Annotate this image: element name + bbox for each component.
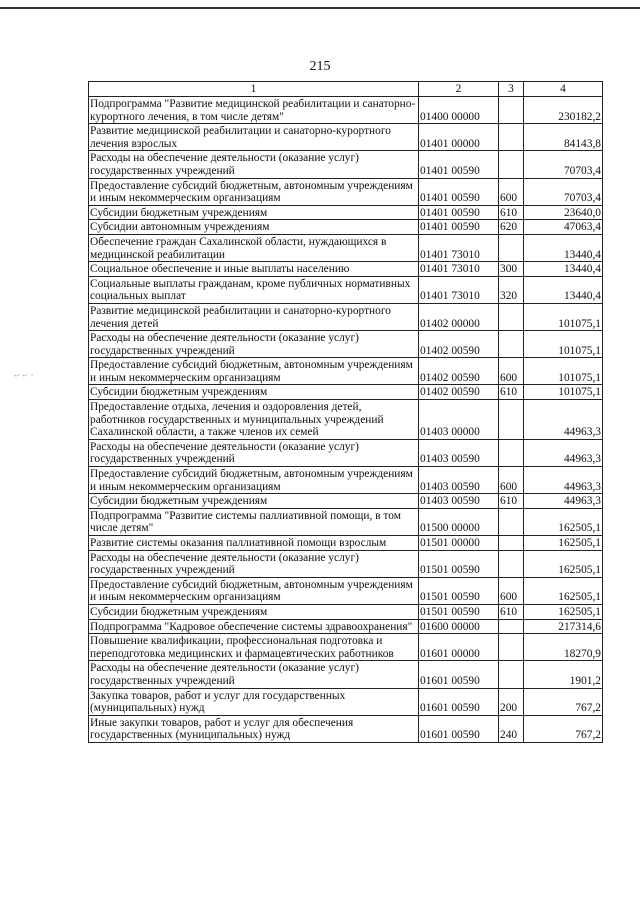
row-amount: 84143,8 bbox=[524, 124, 603, 151]
row-name: Подпрограмма "Развитие системы паллиативной помощи, в том числе детям" bbox=[89, 508, 419, 535]
row-name: Развитие медицинской реабилитации и санаторно-курортного лечения детей bbox=[89, 303, 419, 330]
table-row bbox=[89, 97, 603, 124]
row-amount: 47063,4 bbox=[524, 220, 603, 235]
row-amount: 217314,6 bbox=[524, 619, 603, 634]
row-name: Расходы на обеспечение деятельности (оказание услуг) государственных учреждений bbox=[89, 151, 419, 178]
row-code: 01401 73010 bbox=[419, 276, 499, 303]
row-amount: 13440,4 bbox=[524, 262, 603, 277]
table-row bbox=[89, 385, 603, 400]
row-expense-type bbox=[499, 508, 524, 535]
table-row bbox=[89, 688, 603, 715]
row-expense-type bbox=[499, 619, 524, 634]
row-amount: 18270,9 bbox=[524, 634, 603, 661]
row-code: 01501 00590 bbox=[419, 577, 499, 604]
table-row bbox=[89, 619, 603, 634]
row-name: Повышение квалификации, профессиональная подготовка и переподготовка медицинских и фармацевтических работников bbox=[89, 634, 419, 661]
row-name: Предоставление субсидий бюджетным, автономным учреждениям и иным некоммерческим организациям bbox=[89, 178, 419, 205]
row-name: Закупка товаров, работ и услуг для государственных (муниципальных) нужд bbox=[89, 688, 419, 715]
table-row bbox=[89, 604, 603, 619]
row-code: 01403 00590 bbox=[419, 439, 499, 466]
table-row bbox=[89, 536, 603, 551]
row-name: Предоставление отдыха, лечения и оздоровления детей, работников государственных и муниципальных учреждений Сахалинской области, а также членов их семей bbox=[89, 400, 419, 440]
table-row bbox=[89, 577, 603, 604]
row-amount: 44963,3 bbox=[524, 467, 603, 494]
table-row bbox=[89, 494, 603, 509]
row-name: Предоставление субсидий бюджетным, автономным учреждениям и иным некоммерческим организациям bbox=[89, 577, 419, 604]
row-amount: 13440,4 bbox=[524, 234, 603, 261]
row-name: Расходы на обеспечение деятельности (оказание услуг) государственных учреждений bbox=[89, 550, 419, 577]
row-name: Иные закупки товаров, работ и услуг для обеспечения государственных (муниципальных) нужд bbox=[89, 715, 419, 742]
row-expense-type bbox=[499, 400, 524, 440]
row-expense-type: 320 bbox=[499, 276, 524, 303]
row-name: Развитие системы оказания паллиативной помощи взрослым bbox=[89, 536, 419, 551]
row-code: 01601 00000 bbox=[419, 634, 499, 661]
table-row bbox=[89, 661, 603, 688]
row-expense-type: 600 bbox=[499, 467, 524, 494]
row-amount: 767,2 bbox=[524, 688, 603, 715]
row-expense-type bbox=[499, 151, 524, 178]
row-name: Субсидии бюджетным учреждениям bbox=[89, 604, 419, 619]
row-amount: 1901,2 bbox=[524, 661, 603, 688]
row-expense-type bbox=[499, 234, 524, 261]
row-amount: 101075,1 bbox=[524, 303, 603, 330]
row-name: Расходы на обеспечение деятельности (оказание услуг) государственных учреждений bbox=[89, 331, 419, 358]
table-row bbox=[89, 358, 603, 385]
row-code: 01401 73010 bbox=[419, 262, 499, 277]
row-amount: 13440,4 bbox=[524, 276, 603, 303]
row-amount: 101075,1 bbox=[524, 358, 603, 385]
row-expense-type: 610 bbox=[499, 494, 524, 509]
row-code: 01401 00590 bbox=[419, 151, 499, 178]
row-expense-type: 610 bbox=[499, 205, 524, 220]
row-expense-type bbox=[499, 550, 524, 577]
row-amount: 70703,4 bbox=[524, 151, 603, 178]
row-code: 01401 00590 bbox=[419, 178, 499, 205]
row-code: 01403 00590 bbox=[419, 494, 499, 509]
row-code: 01403 00590 bbox=[419, 467, 499, 494]
budget-table bbox=[88, 81, 603, 743]
row-name: Обеспечение граждан Сахалинской области, нуждающихся в медицинской реабилитации bbox=[89, 234, 419, 261]
row-name: Субсидии автономным учреждениям bbox=[89, 220, 419, 235]
row-expense-type: 240 bbox=[499, 715, 524, 742]
top-border-line bbox=[0, 7, 640, 9]
column-header: 1 bbox=[89, 82, 419, 97]
row-code: 01601 00590 bbox=[419, 661, 499, 688]
column-header: 2 bbox=[419, 82, 499, 97]
row-amount: 162505,1 bbox=[524, 508, 603, 535]
row-amount: 70703,4 bbox=[524, 178, 603, 205]
row-expense-type bbox=[499, 439, 524, 466]
column-header: 4 bbox=[524, 82, 603, 97]
column-header: 3 bbox=[499, 82, 524, 97]
row-expense-type bbox=[499, 97, 524, 124]
table-row bbox=[89, 467, 603, 494]
table-row bbox=[89, 220, 603, 235]
table-row bbox=[89, 331, 603, 358]
row-amount: 101075,1 bbox=[524, 385, 603, 400]
row-expense-type bbox=[499, 331, 524, 358]
row-expense-type: 600 bbox=[499, 577, 524, 604]
row-code: 01401 00590 bbox=[419, 220, 499, 235]
row-name: Предоставление субсидий бюджетным, автономным учреждениям и иным некоммерческим организациям bbox=[89, 358, 419, 385]
row-code: 01601 00590 bbox=[419, 688, 499, 715]
row-name: Расходы на обеспечение деятельности (оказание услуг) государственных учреждений bbox=[89, 661, 419, 688]
row-code: 01402 00590 bbox=[419, 331, 499, 358]
table-row bbox=[89, 634, 603, 661]
row-code: 01600 00000 bbox=[419, 619, 499, 634]
row-code: 01402 00590 bbox=[419, 385, 499, 400]
row-amount: 162505,1 bbox=[524, 550, 603, 577]
row-expense-type bbox=[499, 634, 524, 661]
row-expense-type: 600 bbox=[499, 358, 524, 385]
row-amount: 23640,0 bbox=[524, 205, 603, 220]
row-expense-type: 610 bbox=[499, 604, 524, 619]
row-expense-type: 600 bbox=[499, 178, 524, 205]
row-name: Подпрограмма "Кадровое обеспечение системы здравоохранения" bbox=[89, 619, 419, 634]
table-row bbox=[89, 276, 603, 303]
row-amount: 767,2 bbox=[524, 715, 603, 742]
row-expense-type bbox=[499, 536, 524, 551]
row-amount: 44963,3 bbox=[524, 400, 603, 440]
table-row bbox=[89, 124, 603, 151]
row-code: 01402 00000 bbox=[419, 303, 499, 330]
row-code: 01601 00590 bbox=[419, 715, 499, 742]
page-number: 215 bbox=[309, 59, 331, 74]
row-name: Социальные выплаты гражданам, кроме публичных нормативных социальных выплат bbox=[89, 276, 419, 303]
table-row bbox=[89, 439, 603, 466]
row-code: 01401 73010 bbox=[419, 234, 499, 261]
row-amount: 162505,1 bbox=[524, 536, 603, 551]
row-name: Субсидии бюджетным учреждениям bbox=[89, 205, 419, 220]
row-name: Подпрограмма "Развитие медицинской реабилитации и санаторно-курортного лечения, в том числе детям" bbox=[89, 97, 419, 124]
row-code: 01400 00000 bbox=[419, 97, 499, 124]
row-code: 01500 00000 bbox=[419, 508, 499, 535]
row-code: 01501 00590 bbox=[419, 550, 499, 577]
table-row bbox=[89, 205, 603, 220]
table-row bbox=[89, 400, 603, 440]
row-name: Расходы на обеспечение деятельности (оказание услуг) государственных учреждений bbox=[89, 439, 419, 466]
table-header-row bbox=[89, 82, 603, 97]
row-name: Субсидии бюджетным учреждениям bbox=[89, 494, 419, 509]
row-amount: 162505,1 bbox=[524, 604, 603, 619]
row-expense-type: 300 bbox=[499, 262, 524, 277]
row-code: 01402 00590 bbox=[419, 358, 499, 385]
row-code: 01403 00000 bbox=[419, 400, 499, 440]
table-row bbox=[89, 262, 603, 277]
row-amount: 162505,1 bbox=[524, 577, 603, 604]
row-name: Социальное обеспечение и иные выплаты населению bbox=[89, 262, 419, 277]
row-amount: 101075,1 bbox=[524, 331, 603, 358]
row-expense-type: 620 bbox=[499, 220, 524, 235]
row-code: 01401 00000 bbox=[419, 124, 499, 151]
row-name: Субсидии бюджетным учреждениям bbox=[89, 385, 419, 400]
table-row bbox=[89, 303, 603, 330]
row-amount: 230182,2 bbox=[524, 97, 603, 124]
row-code: 01501 00000 bbox=[419, 536, 499, 551]
row-expense-type: 610 bbox=[499, 385, 524, 400]
table-row bbox=[89, 715, 603, 742]
table-row bbox=[89, 178, 603, 205]
row-expense-type bbox=[499, 124, 524, 151]
table-row bbox=[89, 508, 603, 535]
row-expense-type bbox=[499, 303, 524, 330]
table-row bbox=[89, 151, 603, 178]
table-row bbox=[89, 550, 603, 577]
row-code: 01501 00590 bbox=[419, 604, 499, 619]
row-expense-type bbox=[499, 661, 524, 688]
row-code: 01401 00590 bbox=[419, 205, 499, 220]
table-row bbox=[89, 234, 603, 261]
scan-artifact: -· -· · bbox=[14, 370, 34, 380]
row-name: Предоставление субсидий бюджетным, автономным учреждениям и иным некоммерческим организациям bbox=[89, 467, 419, 494]
row-expense-type: 200 bbox=[499, 688, 524, 715]
row-amount: 44963,3 bbox=[524, 439, 603, 466]
row-amount: 44963,3 bbox=[524, 494, 603, 509]
row-name: Развитие медицинской реабилитации и санаторно-курортного лечения взрослых bbox=[89, 124, 419, 151]
